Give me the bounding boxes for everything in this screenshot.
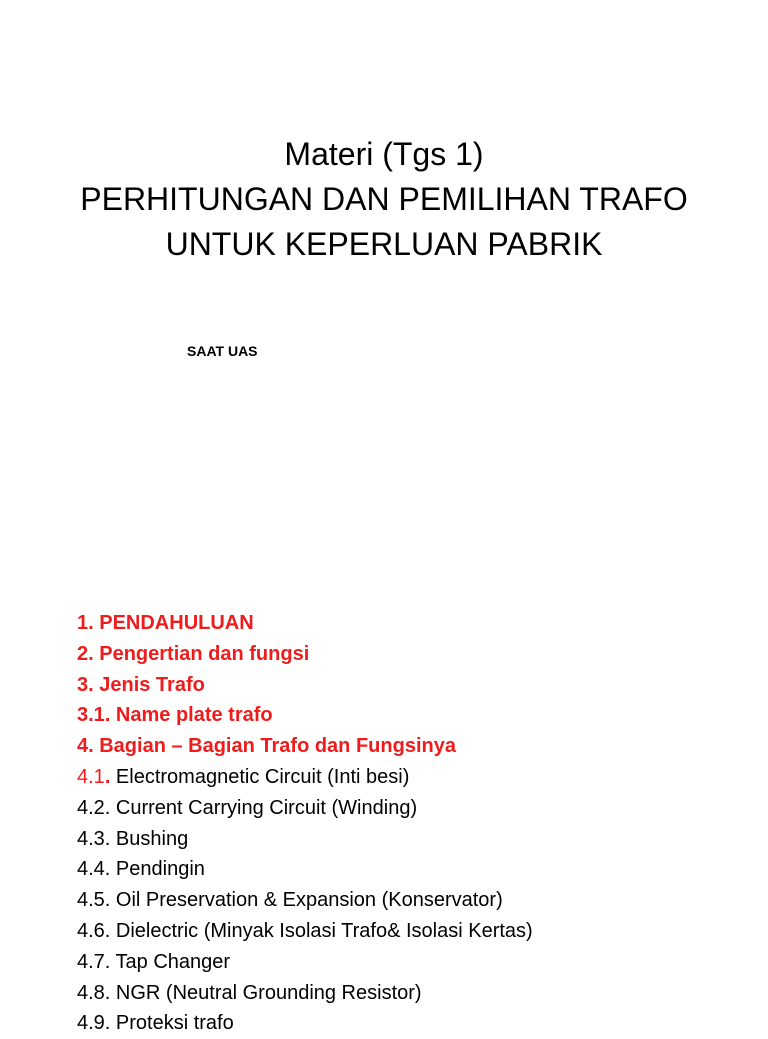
toc-item-4-4: 4.4. Pendingin — [77, 858, 205, 881]
toc-item-4-8: 4.8. NGR (Neutral Grounding Resistor) — [77, 981, 422, 1004]
toc-item-2: 2. Pengertian dan fungsi — [77, 642, 310, 665]
toc-item-4: 4. Bagian – Bagian Trafo dan Fungsinya — [77, 735, 456, 758]
title-line-1: Materi (Tgs 1) — [284, 136, 484, 172]
table-of-contents — [77, 608, 757, 1039]
slide-title — [0, 132, 768, 267]
toc-item-1: 1. PENDAHULUAN — [77, 612, 254, 634]
toc-item-4-5: 4.5. Oil Preservation & Expansion (Konservator) — [77, 889, 503, 912]
toc-item-4-2: 4.2. Current Carrying Circuit (Winding) — [77, 796, 418, 819]
toc-item-4-1-dot: . — [104, 765, 111, 788]
title-line-2: PERHITUNGAN DAN PEMILIHAN TRAFO — [80, 181, 688, 217]
toc-item-4-7: 4.7. Tap Changer — [77, 950, 231, 973]
toc-item-4-1-number: 4.1 — [77, 765, 105, 788]
note-text: SAAT UAS — [187, 343, 258, 359]
toc-item-4-9: 4.9. Proteksi trafo — [77, 1012, 234, 1035]
toc-item-4-6: 4.6. Dielectric (Minyak Isolasi Trafo& Isolasi Kertas) — [77, 919, 533, 942]
toc-item-3-1: 3.1. Name plate trafo — [77, 704, 273, 727]
toc-item-4-1-text: Electromagnetic Circuit (Inti besi) — [110, 765, 410, 788]
title-line-3: UNTUK KEPERLUAN PABRIK — [165, 226, 603, 262]
toc-item-4-3: 4.3. Bushing — [77, 827, 189, 850]
toc-item-3: 3. Jenis Trafo — [77, 673, 205, 696]
toc-item-4-1 — [77, 762, 757, 793]
